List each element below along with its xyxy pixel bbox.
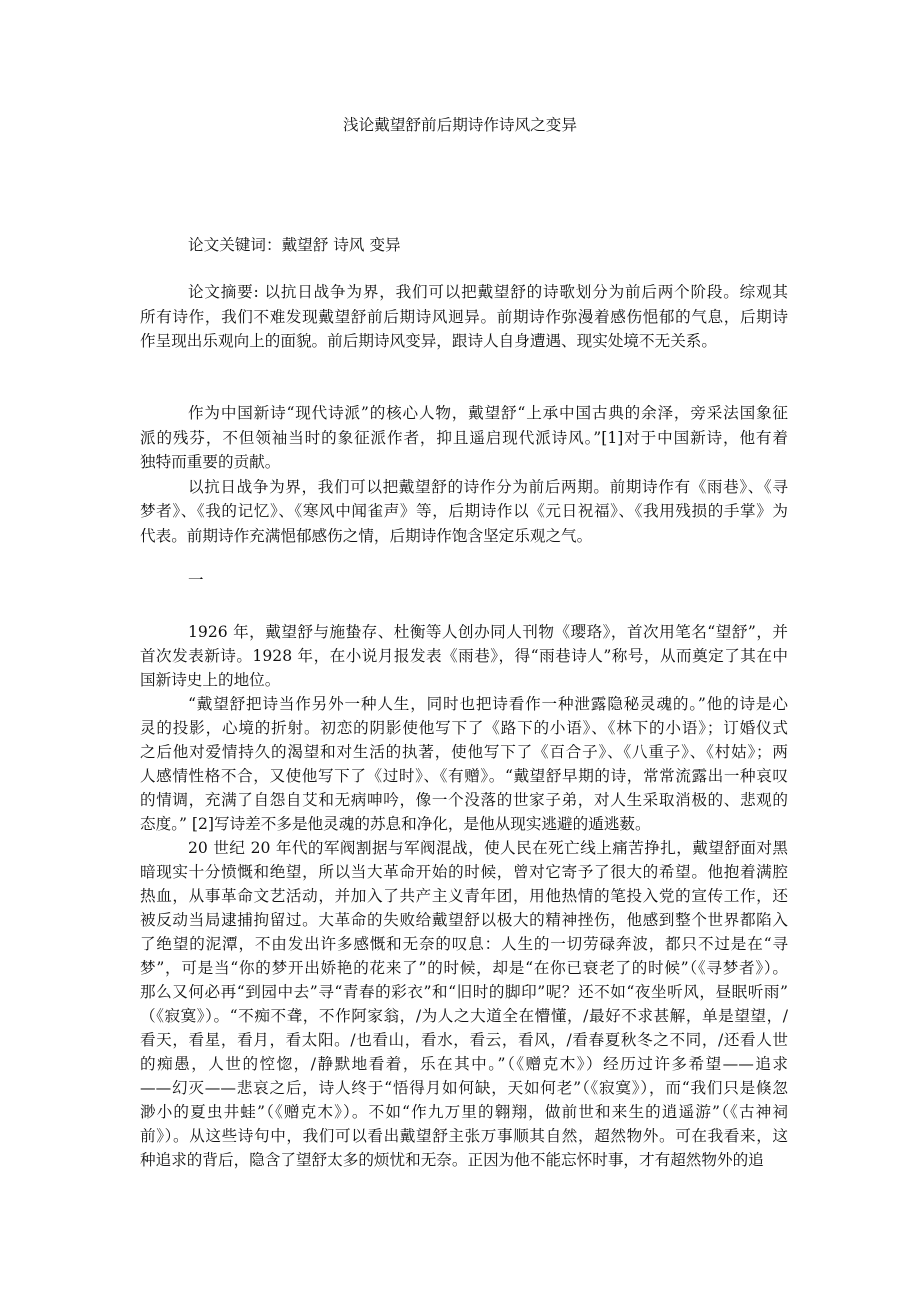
paragraph-line: 渺小的夏虫井蛙”（《赠克木》）。不如“作九万里的翱翔，做前世和来生的逍遥游”（《古神祠 [140,1103,788,1121]
paragraph-line: 的痴愚，人世的悾惚，/静默地看着，乐在其中。”（《赠克木》）经历过许多希望——追求 [140,1055,788,1073]
paragraph-line: 梦者》、《我的记忆》、《寒风中闻雀声》等，后期诗作以《元日祝福》、《我用残损的手掌》为 [140,502,788,520]
paragraph-line: 热血，从事革命文艺活动，并加入了共产主义青年团，用他热情的笔投入党的宣传工作，还 [140,887,788,905]
body-section [140,620,788,1172]
paragraph-line: 首次发表新诗。1928 年，在小说月报发表《雨巷》，得“雨巷诗人”称号，从而奠定了其在中 [140,647,788,665]
abstract [140,280,788,354]
paragraph-line: 独特而重要的贡献。 [140,453,281,471]
paragraph-line: 前》）。从这些诗句中，我们可以看出戴望舒主张万事顺其自然，超然物外。可在我看来，这 [140,1127,788,1145]
paragraph-line: 论文摘要: 以抗日战争为界，我们可以把戴望舒的诗歌划分为前后两个阶段。综观其 [188,283,788,301]
paragraph-line: 之后他对爱情持久的渴望和对生活的执著，使他写下了《百合子》、《八重子》、《村姑》；两 [140,743,788,761]
paragraph-line: 了绝望的泥潭，不由发出许多感慨和无奈的叹息：人生的一切劳碌奔波，都只不过是在“寻 [140,935,788,953]
paragraph-line: 暗现实十分愤慨和绝望，所以当大革命开始的时候，曾对它寄予了很大的希望。他抱着满腔 [140,863,788,881]
paragraph-line: 20 世纪 20 年代的军阀割据与军阀混战，使人民在死亡线上痛苦挣扎，戴望舒面对黑 [188,839,788,857]
intro-section [140,401,788,548]
paragraph-line: 代表。前期诗作充满悒郁感伤之情，后期诗作饱含坚定乐观之气。 [140,526,593,545]
paragraph-line: 态度。” [2]写诗差不多是他灵魂的苏息和净化，是他从现实逃避的遁逃薮。 [140,815,651,833]
paragraph-line: “戴望舒把诗当作另外一种人生，同时也把诗看作一种泄露隐秘灵魂的。”他的诗是心 [188,695,788,713]
paragraph-line: 灵的投影，心境的折射。初恋的阴影使他写下了《路下的小语》、《林下的小语》；订婚仪式 [140,719,788,737]
paragraph-line: 所有诗作，我们不难发现戴望舒前后期诗风迥异。前期诗作弥漫着感伤悒郁的气息，后期诗 [140,307,788,326]
paragraph-line: 种追求的背后，隐含了望舒太多的烦忧和无奈。正因为他不能忘怀时事，才有超然物外的追 [140,1151,764,1169]
paragraph-line: 人感情性格不合，又使他写下了《过时》、《有赠》。“戴望舒早期的诗，常常流露出一种哀叹 [140,767,788,785]
document-title: 浅论戴望舒前后期诗作诗风之变异 [343,116,577,134]
paragraph-line: 派的残芬，不但领袖当时的象征派作者，抑且遥启现代派诗风。”[1]对于中国新诗，他有着 [140,428,788,447]
paragraph-line: 作为中国新诗“现代诗派”的核心人物，戴望舒“上承中国古典的余泽，旁采法国象征 [188,404,788,422]
paragraph-line: 国新诗史上的地位。 [140,671,281,689]
paragraph-line: 1926 年，戴望舒与施蛰存、杜衡等人创办同人刊物《璎珞》，首次用笔名“望舒”，并 [188,623,788,641]
keywords: 论文关键词：戴望舒 诗风 变异 [188,236,401,254]
paragraph-line: ——幻灭——悲哀之后，诗人终于“悟得月如何缺，天如何老”（《寂寞》），而“我们只是倏忽 [140,1079,788,1097]
section-heading: 一 [188,571,204,589]
paragraph-line: 那么又何必再“到园中去”寻“青春的彩衣”和“旧时的脚印”呢？还不如“夜坐听风，昼眠听雨” [140,983,788,1001]
paragraph-line: 作呈现出乐观向上的面貌。前后期诗风变异，跟诗人自身遭遇、现实处境不无关系。 [140,332,717,350]
paragraph-line: （《寂寞》）。“不痴不聋，不作阿家翁，/为人之大道全在懵懂，/最好不求甚解，单是望望，/ [140,1007,788,1025]
paragraph-line: 梦”，可是当“你的梦开出娇艳的花来了”的时候，却是“在你已衰老了的时候”（《寻梦者》）。 [140,959,788,977]
paragraph-line: 以抗日战争为界，我们可以把戴望舒的诗作分为前后两期。前期诗作有《雨巷》、《寻 [188,477,788,496]
paragraph-line: 看天，看星，看月，看太阳。/也看山，看水，看云，看风，/看春夏秋冬之不同，/还看人世 [140,1031,788,1049]
paragraph-line: 的情调，充满了自怨自艾和无病呻吟，像一个没落的世家子弟，对人生采取消极的、悲观的 [140,791,788,809]
paragraph-line: 被反动当局逮捕拘留过。大革命的失败给戴望舒以极大的精神挫伤，他感到整个世界都陷入 [140,911,788,929]
